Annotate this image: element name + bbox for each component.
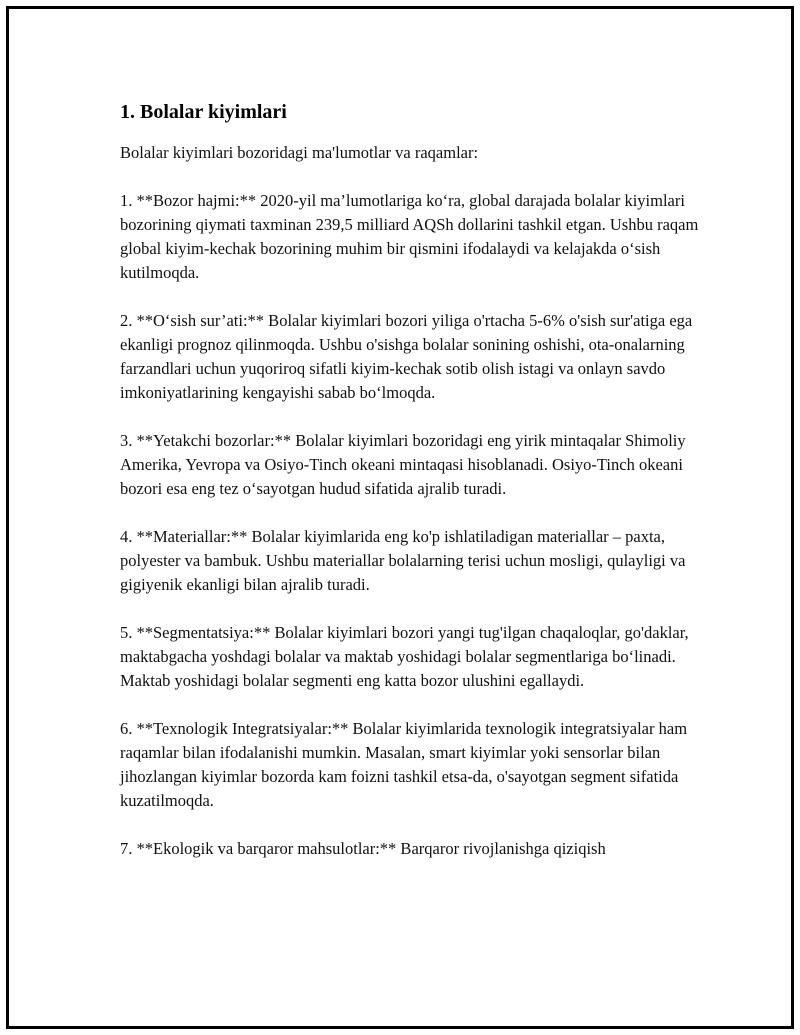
paragraph-market-size: 1. **Bozor hajmi:** 2020-yil ma’lumotlariga ko‘ra, global darajada bolalar kiyimlari bozorining qiymati taxminan 239,5 milliard AQSh dollarini tashkil etgan. Ushbu raqam global kiyim-kechak bozorining muhim bir qismini ifodalaydi va kelajakda o‘sish kutilmoqda. (120, 191, 699, 282)
paragraph-leading-markets: 3. **Yetakchi bozorlar:** Bolalar kiyimlari bozoridagi eng yirik mintaqalar Shimoliy Amerika, Yevropa va Osiyo-Tinch okeani mintaqasi hisoblanadi. Osiyo-Tinch okeani bozori esa eng tez o‘sayotgan hudud sifatida ajralib turadi. (120, 431, 686, 498)
paragraph-growth-rate: 2. **O‘sish sur’ati:** Bolalar kiyimlari bozori yiliga o'rtacha 5-6% o'sish sur'atiga ega ekanligi prognoz qilinmoqda. Ushbu o'sishga bolalar sonining oshishi, ota-onalarning farzandlari uchun yuqoriroq sifatli kiyim-kechak sotib olish istagi va onlayn savdo imkoniyatlarining kengayishi sabab bo‘lmoqda. (120, 311, 693, 402)
intro-paragraph: Bolalar kiyimlari bozoridagi ma'lumotlar va raqamlar: (120, 143, 479, 162)
paragraph-materials: 4. **Materiallar:** Bolalar kiyimlarida eng ko'p ishlatiladigan materiallar – paxta, polyester va bambuk. Ushbu materiallar bolalarning terisi uchun mosligi, qulayligi va gigiyenik ekanligi bilan ajralib turadi. (120, 527, 686, 594)
document-body (120, 99, 710, 885)
section-heading: 1. Bolalar kiyimlari (120, 101, 287, 123)
paragraph-segmentation: 5. **Segmentatsiya:** Bolalar kiyimlari bozori yangi tug'ilgan chaqaloqlar, go'daklar, maktabgacha yoshdagi bolalar va maktab yoshidagi bolalar segmentlariga bo‘linadi. Maktab yoshidagi bolalar segmenti eng katta bozor ulushini egallaydi. (120, 623, 689, 690)
paragraph-tech-integrations: 6. **Texnologik Integratsiyalar:** Bolalar kiyimlarida texnologik integratsiyalar ham raqamlar bilan ifodalanishi mumkin. Masalan, smart kiyimlar yoki sensorlar bilan jihozlangan kiyimlar bozorda kam foizni tashkil etsa-da, o'sayotgan segment sifatida kuzatilmoqda. (120, 719, 688, 810)
paragraph-eco-products: 7. **Ekologik va barqaror mahsulotlar:** Barqaror rivojlanishga qiziqish (120, 839, 606, 858)
page (6, 6, 794, 1029)
